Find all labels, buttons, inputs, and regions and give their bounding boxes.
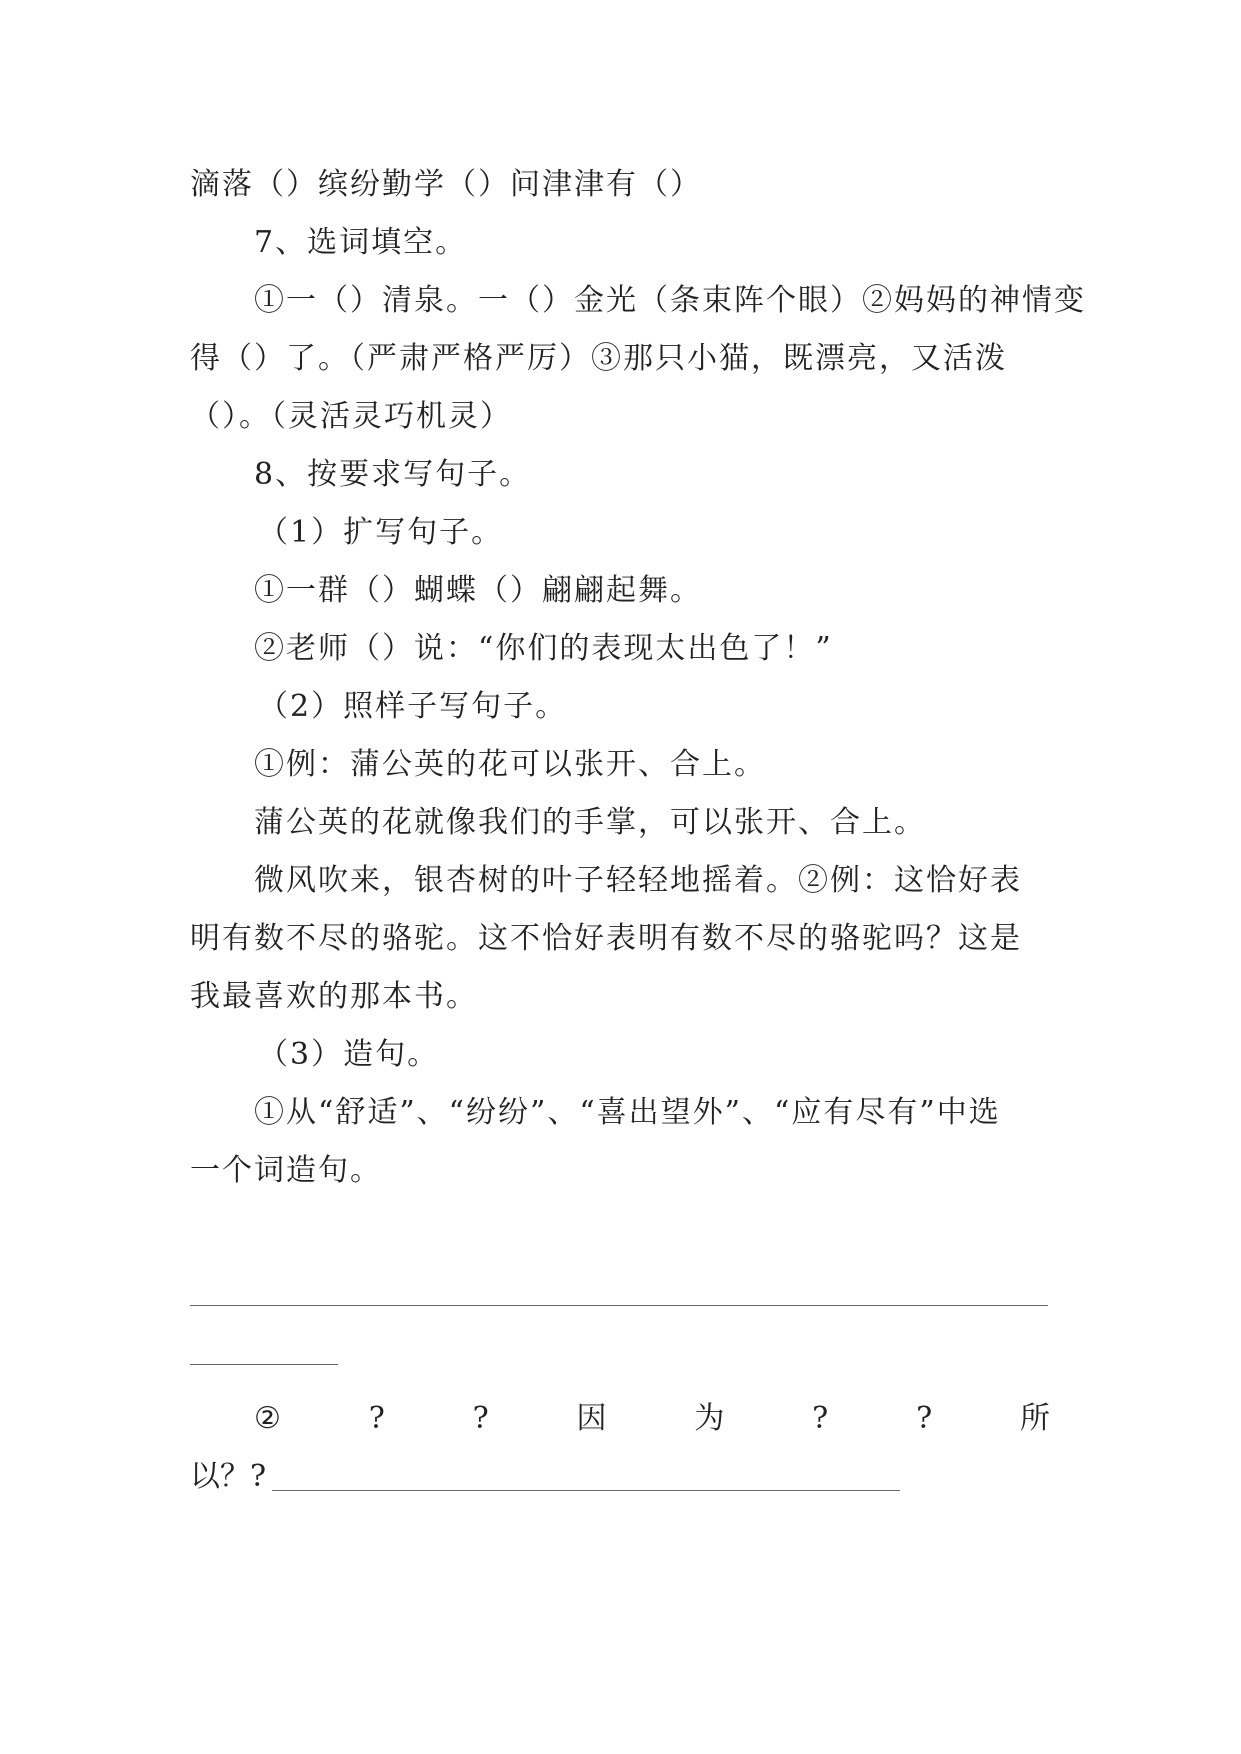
expand-item-2: ②老师（）说：“你们的表现太出色了！” (254, 631, 833, 666)
text-line-idioms: 滴落（）缤纷勤学（）问津津有（） (190, 167, 702, 202)
answer-line-1 (190, 1305, 1048, 1306)
imitate-line-3: 我最喜欢的那本书。 (190, 979, 478, 1014)
spread-char: ? (812, 1401, 829, 1436)
spread-char: ? (472, 1401, 489, 1436)
spread-char: ? (368, 1401, 385, 1436)
imitate-line-1: 微风吹来，银杏树的叶子轻轻地摇着。②例：这恰好表 (254, 863, 1022, 898)
spread-char: 所 (1019, 1401, 1050, 1436)
sentence-item-2-line-1 (254, 1390, 1050, 1448)
spread-char: 因 (576, 1401, 607, 1436)
spread-char: ? (916, 1401, 933, 1436)
spread-char: ② (254, 1401, 281, 1436)
sub-heading-sentence: （3）造句。 (258, 1037, 440, 1072)
question-7-line-2: 得（）了。（严肃严格严厉）③那只小猫，既漂亮，又活泼 (190, 341, 1007, 376)
imitate-line-2: 明有数不尽的骆驼。这不恰好表明有数不尽的骆驼吗？这是 (190, 921, 1022, 956)
question-7-line-1: ①一（）清泉。一（）金光（条束阵个眼）②妈妈的神情变 (254, 283, 1086, 318)
answer-line-3 (272, 1490, 900, 1491)
sentence-item-1-line-1: ①从“舒适”、“纷纷”、“喜出望外”、“应有尽有”中选 (254, 1095, 1001, 1130)
sentence-item-2-line-2: 以？? (190, 1459, 267, 1494)
question-8-heading: 8、按要求写句子。 (254, 457, 532, 492)
answer-line-2 (190, 1364, 338, 1365)
question-7-heading: 7、选词填空。 (254, 225, 468, 260)
spread-char: 为 (694, 1401, 725, 1436)
sub-heading-expand: （1）扩写句子。 (258, 515, 504, 550)
sentence-item-1-line-2: 一个词造句。 (190, 1153, 382, 1188)
sub-heading-imitate: （2）照样子写句子。 (258, 689, 568, 724)
question-7-line-3: （）。（灵活灵巧机灵） (190, 399, 512, 434)
imitate-example-1: ①例：蒲公英的花可以张开、合上。 (254, 747, 766, 782)
imitate-example-1-answer: 蒲公英的花就像我们的手掌，可以张开、合上。 (254, 805, 926, 840)
expand-item-1: ①一群（）蝴蝶（）翩翩起舞。 (254, 573, 702, 608)
